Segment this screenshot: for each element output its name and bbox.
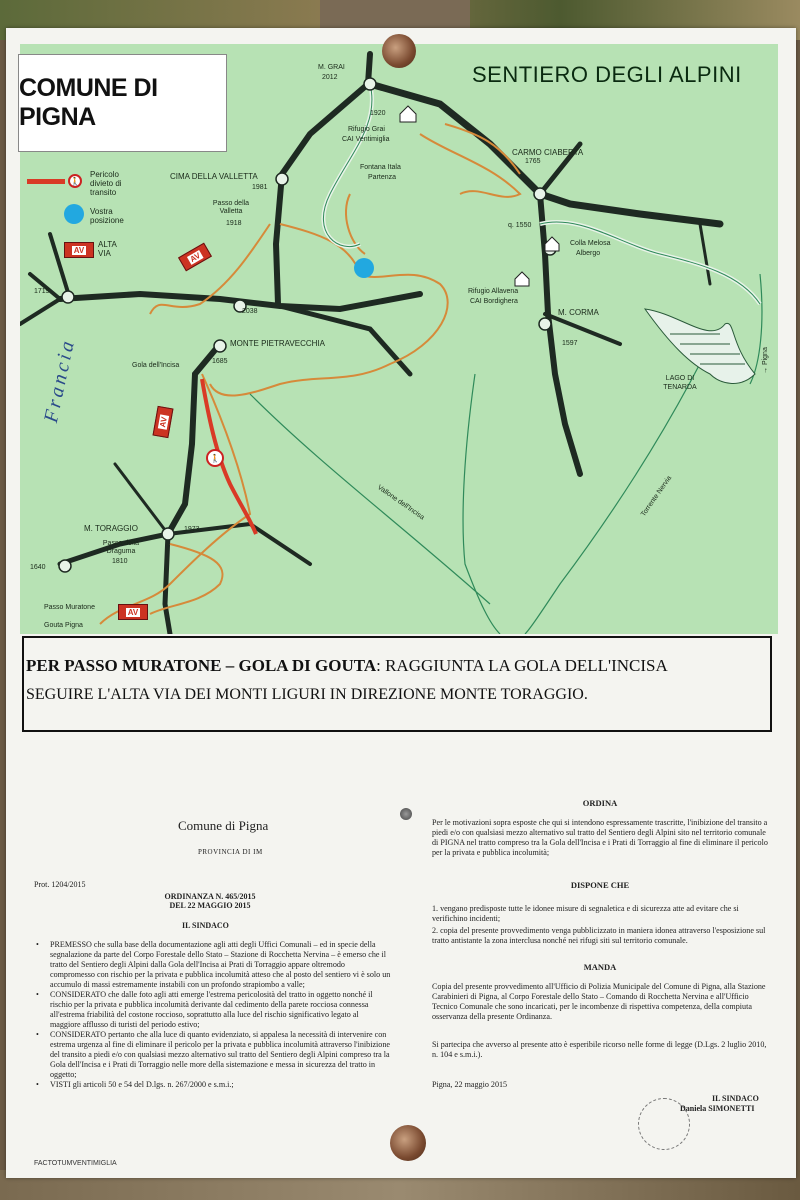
dispone-item-2: 2. copia del presente provvedimento venga pubblicizzato in maniera idonea attraverso l'esposizione sul tratto antistante la zona interclusa nonché nei rifugi siti sul territorio comunale. — [432, 926, 766, 945]
direction-rest: : RAGGIUNTA LA GOLA DELL'INCISA — [376, 656, 668, 675]
dispone-item-1: 1. vengano predisposte tutte le idonee misure di segnaletica e di sicurezza atte ad evitare che si verifichino incidenti; — [432, 904, 739, 923]
comune-title-box — [18, 54, 227, 152]
label-pigna-arrow: → Pigna — [762, 347, 769, 374]
label-alt-1719: 1719 — [34, 288, 50, 295]
label-cai-ventimiglia: CAI Ventimiglia — [342, 136, 390, 143]
label-alt-1685: 1685 — [212, 358, 228, 365]
ordina-heading: ORDINA — [582, 798, 618, 808]
ordinance-date: DEL 22 MAGGIO 2015 — [169, 901, 251, 910]
ordinance-provincia: PROVINCIA DI IM — [198, 848, 263, 856]
label-rifugio-allavena: Rifugio Allavena — [468, 288, 519, 295]
no-pedestrian-map-icon: 🚶 — [206, 449, 224, 467]
label-gouta-pigna: Gouta Pigna — [44, 622, 83, 629]
av-badge-text: AV — [73, 245, 85, 255]
label-torrente-nervia: Torrente Nervia — [640, 474, 674, 519]
label-partenza: Partenza — [368, 174, 397, 181]
you-are-here-marker — [354, 258, 374, 278]
label-gola-incisa: Gola dell'Incisa — [132, 362, 180, 369]
screw-bottom — [390, 1125, 426, 1161]
label-cima-alt: 1981 — [252, 184, 268, 191]
ricorso-text: Si partecipa che avverso al presente atto è esperibile ricorso nelle forme di legge (D.Lgs. 2 luglio 2010, n. 104 e s.m.i.). — [432, 1040, 767, 1059]
label-cima-valletta: CIMA DELLA VALLETTA — [170, 172, 258, 181]
manda-heading: MANDA — [583, 962, 617, 972]
no-pedestrian-icon: 🚶 — [68, 174, 82, 188]
label-monte-pietravecchia: MONTE PIETRAVECCHIA — [230, 339, 325, 348]
label-cai-bordighera: CAI Bordighera — [470, 298, 518, 305]
label-alt-1973: 1973 — [184, 526, 200, 533]
label-colla-melosa: Colla Melosa — [570, 240, 611, 247]
manda-text: Copia del presente provvedimento all'Ufficio di Polizia Municipale del Comune di Pigna, alla Stazione Carabinieri di Pigna, al Corpo Forestale dello Stato – Comando di Rocchetta Nervina e all'Ufficio Tecnico Comunale che sono incaricati, per le incombenze di rispettiva competenza, della compiuta osservanza della presente Ordinanza. — [432, 982, 766, 1021]
ordinance-sindaco-heading: IL SINDACO — [182, 921, 229, 930]
label-passo-valletta-alt: 1918 — [226, 220, 242, 227]
av-badge — [64, 242, 94, 258]
legend-alta-via-label: ALTA VIA — [98, 240, 117, 258]
av-badge-text: AV — [188, 250, 202, 264]
label-francia: Francia — [40, 336, 80, 425]
place-date: Pigna, 22 maggio 2015 — [432, 1080, 508, 1089]
label-m-toraggio: M. TORAGGIO — [84, 524, 138, 533]
label-albergo: Albergo — [576, 250, 601, 257]
legend-position-label: Vostra posizione — [90, 207, 124, 225]
signature-title: IL SINDACO — [712, 1094, 759, 1103]
label-passo-fraguma: Passo della Draguma — [102, 540, 140, 555]
label-fontana-itala: Fontana Itala — [360, 164, 401, 171]
label-m-grai: M. GRAI — [318, 64, 345, 71]
official-stamp — [638, 1098, 690, 1150]
label-carmo-ciaberta: CARMO CIABERTA — [512, 148, 584, 157]
label-lago-tenarda: LAGO DI TENARDA — [663, 375, 697, 391]
av-badge-map-3 — [118, 604, 148, 620]
label-alt-1640: 1640 — [30, 564, 46, 571]
label-corma-alt: 1597 — [562, 340, 578, 347]
label-fraguma-alt: 1810 — [112, 558, 128, 565]
screw-top — [382, 34, 416, 68]
dispone-heading: DISPONE CHE — [570, 880, 630, 890]
comune-title: COMUNE DI PIGNA — [19, 74, 158, 131]
ordinance-prot: Prot. 1204/2015 — [34, 880, 86, 889]
ordinance-comune: Comune di Pigna — [178, 818, 269, 833]
screw-middle — [400, 808, 412, 820]
position-marker-icon — [64, 204, 84, 224]
direction-line2: SEGUIRE L'ALTA VIA DEI MONTI LIGURI IN DIREZIONE MONTE TORAGGIO. — [26, 686, 588, 703]
label-rifugio-grai-alt: 1920 — [370, 110, 386, 117]
legend-danger-label: Pericolo divieto di transito — [90, 170, 122, 197]
direction-bold: PER PASSO MURATONE – GOLA DI GOUTA — [26, 656, 377, 675]
ordina-text: Per le motivazioni sopra esposte che qui si intendono espressamente trascritte, l'inibizione del transito a piedi e/o con qualsiasi mezzo alternativo sul tratto del Sentiero degli Alpini sito nel territorio comunale di PIGNA nel tratto compreso tra la Gola dell'Incisa e i Prati di Torraggio al fine di eliminare il pericolo per la privata e pubblica incolumità; — [432, 818, 768, 857]
visti-text: • VISTI gli articoli 50 e 54 del D.lgs. n. 267/2000 e s.m.i.; — [36, 1080, 391, 1090]
label-passo-muratone: Passo Muratone — [44, 604, 95, 611]
label-q1550: q. 1550 — [508, 222, 532, 229]
label-m-corma: M. CORMA — [558, 308, 599, 317]
label-vallone-incisa: Vallone dell'Incisa — [375, 484, 426, 522]
premesso-text: • PREMESSO che sulla base della documentazione agli atti degli Uffici Comunali – ed in specie della segnalazione da parte del Corpo Forestale dello Stato – Stazione di Rocchetta Nervina – è emerso che il tratto del Sentiero degli Alpini dalla Gola dell'Incisa ai Prati di Torraggio appare oltremodo compromesso con rischio per la privata e pubblica incolumità atteso che al posto del sentiero vi è solo un accumulo di massi estremamente instabili con un profondo strapiombo a valle; — [36, 940, 391, 990]
ordinance-number-text: ORDINANZA N. 465/2015 — [164, 892, 256, 901]
label-alt-2038: 2038 — [242, 308, 258, 315]
direction-notice — [22, 636, 772, 732]
printer-footer: FACTOTUMVENTIMIGLIA — [34, 1160, 117, 1167]
considerato1-text: • CONSIDERATO che dalle foto agli atti emerge l'estrema pericolosità del tratto in oggetto nonché il rischio per la privata e pubblica incolumità derivante dal cedimento della parete rocciosa connessa all'estrema friabilità del costone roccioso, soprattutto alla luce del rischio significativo legato al maggiore afflusso di turisti del periodo estivo; — [36, 990, 391, 1030]
label-rifugio-grai: Rifugio Grai — [348, 126, 385, 133]
signature-name: Daniela SIMONETTI — [680, 1104, 755, 1113]
label-passo-valletta: Passo della Valletta — [212, 200, 250, 215]
legend-danger-line — [27, 179, 65, 184]
considerato2-text: • CONSIDERATO pertanto che alla luce di quanto evidenziato, si appalesa la necessità di intervenire con estrema urgenza al fine di eliminare il pericolo per la privata e pubblica incolumità attraverso l'inibizione del transito a piedi e/o con qualsiasi mezzo alternativo sul tratto del Sentiero degli Alpini compreso tra la Gola dell'Incisa e i Prati di Torraggio nelle more della sistemazione e messa in sicurezza del tratto in oggetto; — [36, 1030, 391, 1080]
ordinance-number — [150, 892, 270, 910]
map-title: SENTIERO DEGLI ALPINI — [472, 62, 742, 87]
av-badge-text: AV — [127, 607, 139, 617]
label-m-grai-alt: 2012 — [322, 74, 338, 81]
av-badge-text: AV — [157, 416, 169, 428]
ordinance-premises — [36, 940, 391, 1090]
label-carmo-alt: 1765 — [525, 158, 541, 165]
